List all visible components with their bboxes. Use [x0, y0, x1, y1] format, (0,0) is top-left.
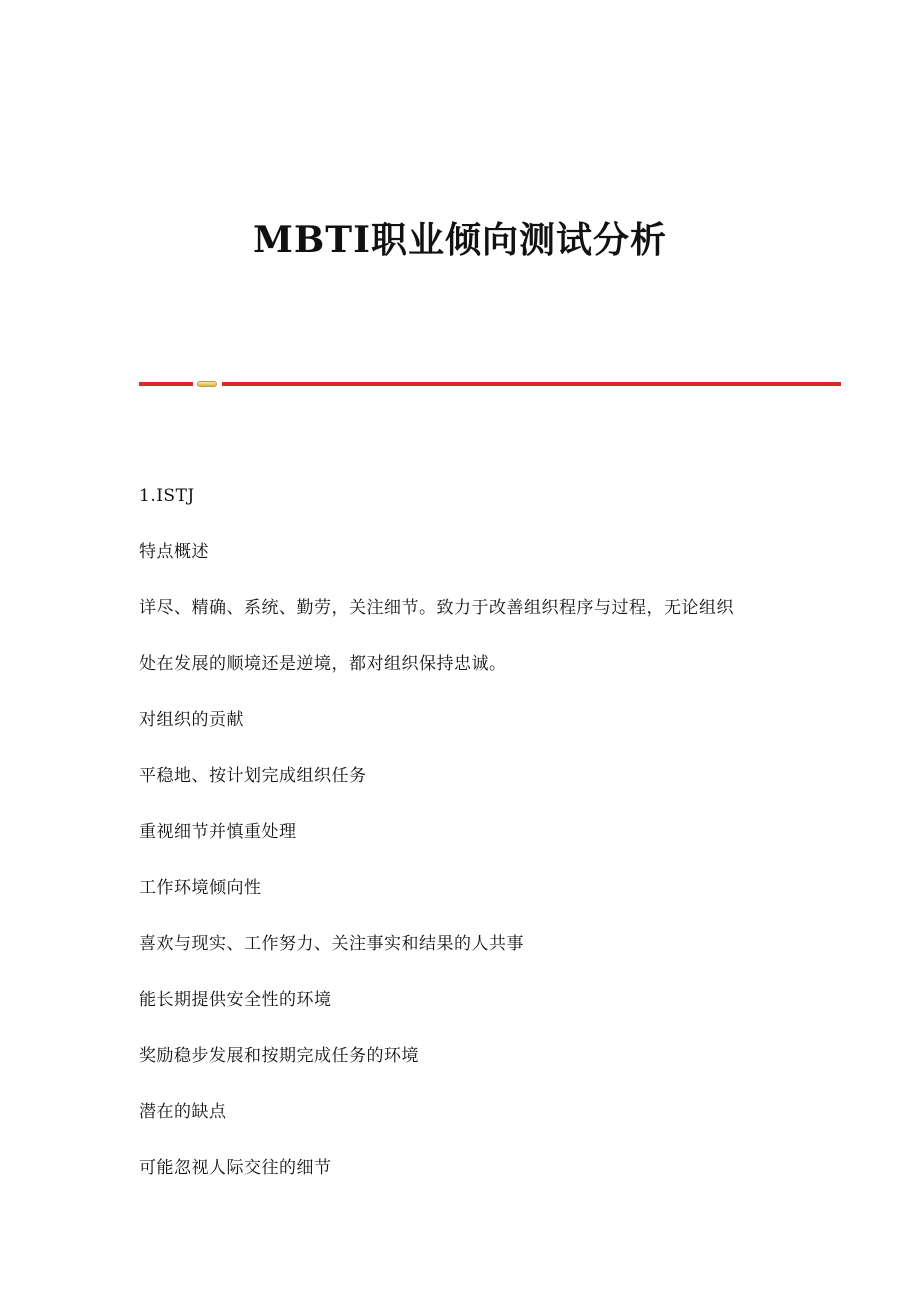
list-item: 奖励稳步发展和按期完成任务的环境: [139, 1046, 419, 1066]
list-item: 重视细节并慎重处理: [139, 822, 297, 842]
divider-bar-right: [222, 382, 841, 386]
list-item: 平稳地、按计划完成组织任务: [139, 766, 367, 786]
subheading-overview: 特点概述: [139, 542, 209, 562]
paragraph-line: 处在发展的顺境还是逆境，都对组织保持忠诚。: [139, 654, 507, 674]
subheading-weaknesses: 潜在的缺点: [139, 1102, 227, 1122]
paragraph-line: 详尽、精确、系统、勤劳，关注细节。致力于改善组织程序与过程，无论组织: [139, 598, 734, 618]
subheading-contribution: 对组织的贡献: [139, 710, 244, 730]
list-item: 喜欢与现实、工作努力、关注事实和结果的人共事: [139, 934, 524, 954]
title-divider: [139, 380, 841, 388]
document-title: MBTI职业倾向测试分析: [253, 219, 667, 261]
divider-ornament-icon: [197, 381, 217, 387]
list-item: 可能忽视人际交往的细节: [139, 1158, 332, 1178]
document-body: [139, 468, 799, 1196]
subheading-environment: 工作环境倾向性: [139, 878, 262, 898]
section-heading: 1.ISTJ: [139, 486, 195, 506]
list-item: 能长期提供安全性的环境: [139, 990, 332, 1010]
divider-bar-left: [139, 382, 193, 386]
